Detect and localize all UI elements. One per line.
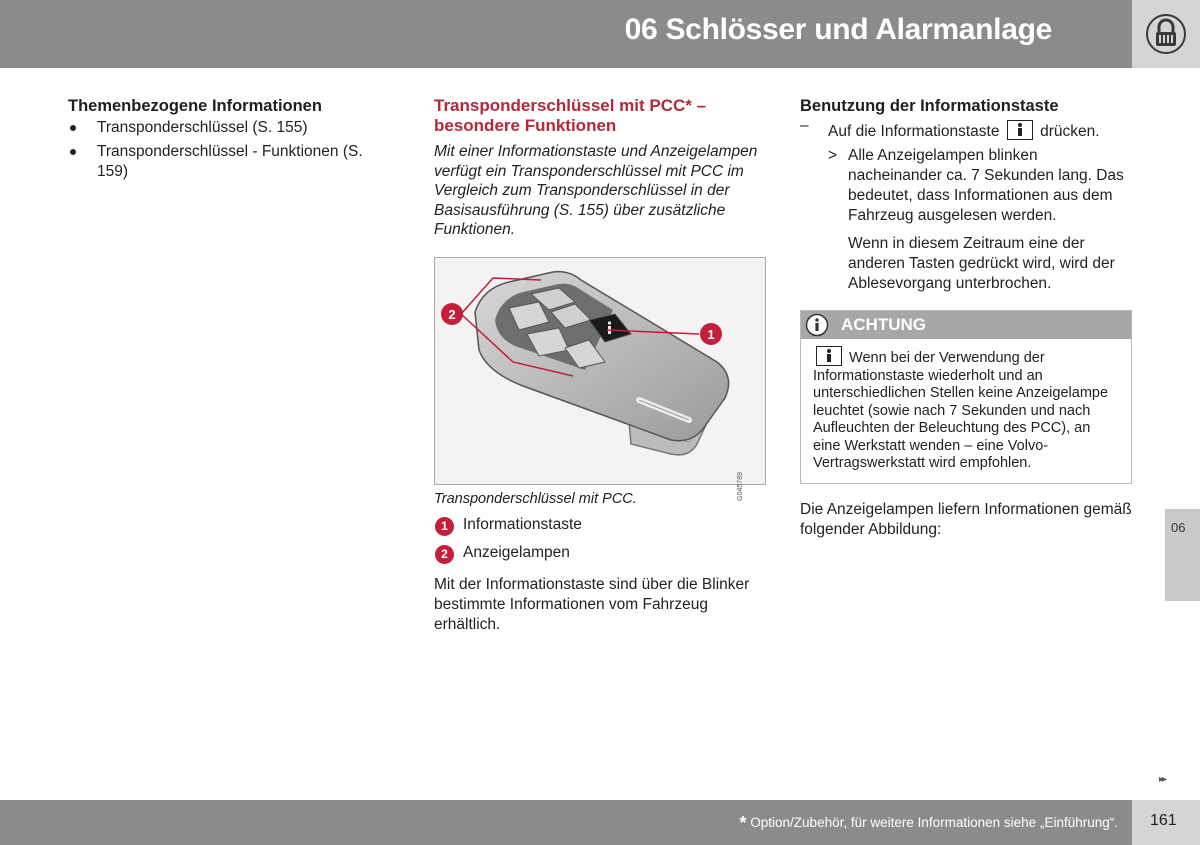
step-dash: – <box>800 117 809 134</box>
chapter-tab[interactable] <box>1165 509 1200 601</box>
figure-code: G045789 <box>737 471 744 501</box>
footnote-star: * <box>739 813 747 833</box>
warning-header <box>801 311 1131 339</box>
legend-text: Anzeigelampen <box>463 543 570 561</box>
step-result <box>800 146 1132 226</box>
callout-badge: 1 <box>435 517 454 536</box>
warning-title: ACHTUNG <box>841 315 926 334</box>
related-info-link[interactable]: Transponderschlüssel - Funktionen (S. 159) <box>68 142 368 182</box>
info-button-icon <box>1007 120 1033 140</box>
warning-body <box>801 339 1131 483</box>
intro-text: Mit einer Informationstaste und Anzeigelampen verfügt ein Transponderschlüssel mit PCC im Vergleich zum Transponderschlüssel in der Basisausführung (S. 155) über zusätzliche Funktionen. <box>434 143 758 238</box>
svg-text:2: 2 <box>448 306 456 322</box>
info-paragraph: Mit der Informationstaste sind über die Blinker bestimmte Informationen vom Fahrzeug erhältlich. <box>434 575 750 633</box>
legend-text: Informationstaste <box>463 515 582 533</box>
info-circle-icon <box>805 313 829 337</box>
info-button-icon <box>816 346 842 366</box>
pcc-functions-column <box>434 96 769 635</box>
related-info-list <box>68 118 368 182</box>
page-footer <box>0 800 1132 845</box>
related-info-heading: Themenbezogene Informationen <box>68 97 322 115</box>
chapter-tab-label: 06 <box>1171 520 1186 535</box>
related-info-column <box>68 96 368 186</box>
svg-text:1: 1 <box>707 326 715 342</box>
footnote-text: Option/Zubehör, für weitere Informationen siehe „Einführung“. <box>750 815 1118 830</box>
instruction-step <box>800 117 1132 142</box>
warning-box <box>800 310 1132 484</box>
padlock-icon <box>1145 13 1187 55</box>
related-info-link[interactable]: Transponderschlüssel (S. 155) <box>68 118 368 138</box>
legend-item-2 <box>434 543 769 565</box>
next-page-icon: ▸▸ <box>1159 774 1166 785</box>
step-text-before: Auf die Informationstaste <box>828 123 1000 140</box>
result-text: Alle Anzeigelampen blinken nacheinander ca. 7 Sekunden lang. Das bedeutet, dass Informationen aus dem Fahrzeug ausgelesen werden. <box>848 147 1124 224</box>
legend-item-1 <box>434 515 769 537</box>
section-heading: Transponderschlüssel mit PCC* – besondere Funktionen <box>434 96 707 135</box>
warning-text: Wenn bei der Verwendung der Informationstaste wiederholt und an unterschiedlichen Stellen keine Anzeigelampe leuchtet (sowie nach 7 Sekunden und nach Aufleuchten der Beleuchtung des PCC), an eine Werkstatt wenden – eine Volvo-Vertragswerkstatt wird empfohlen. <box>813 350 1109 471</box>
callout-badge: 2 <box>435 545 454 564</box>
chapter-header <box>0 0 1132 68</box>
footnote <box>740 813 1119 834</box>
closing-text: Die Anzeigelampen liefern Informationen gemäß folgender Abbildung: <box>800 500 1132 538</box>
figure-caption: Transponderschlüssel mit PCC. <box>434 490 637 507</box>
result-note: Wenn in diesem Zeitraum eine der anderen Tasten gedrückt wird, wird der Ablesevorgang unterbrochen. <box>848 235 1115 292</box>
chapter-icon-box <box>1132 0 1200 68</box>
chapter-title: 06 Schlösser und Alarmanlage <box>624 13 1052 46</box>
step-text-after: drücken. <box>1040 123 1100 140</box>
info-button-column <box>800 96 1132 540</box>
result-marker: > <box>828 147 838 164</box>
usage-heading: Benutzung der Informationstaste <box>800 97 1059 115</box>
page-number-box <box>1132 800 1200 845</box>
page-number: 161 <box>1150 812 1177 829</box>
transponder-key-illustration <box>435 258 767 486</box>
